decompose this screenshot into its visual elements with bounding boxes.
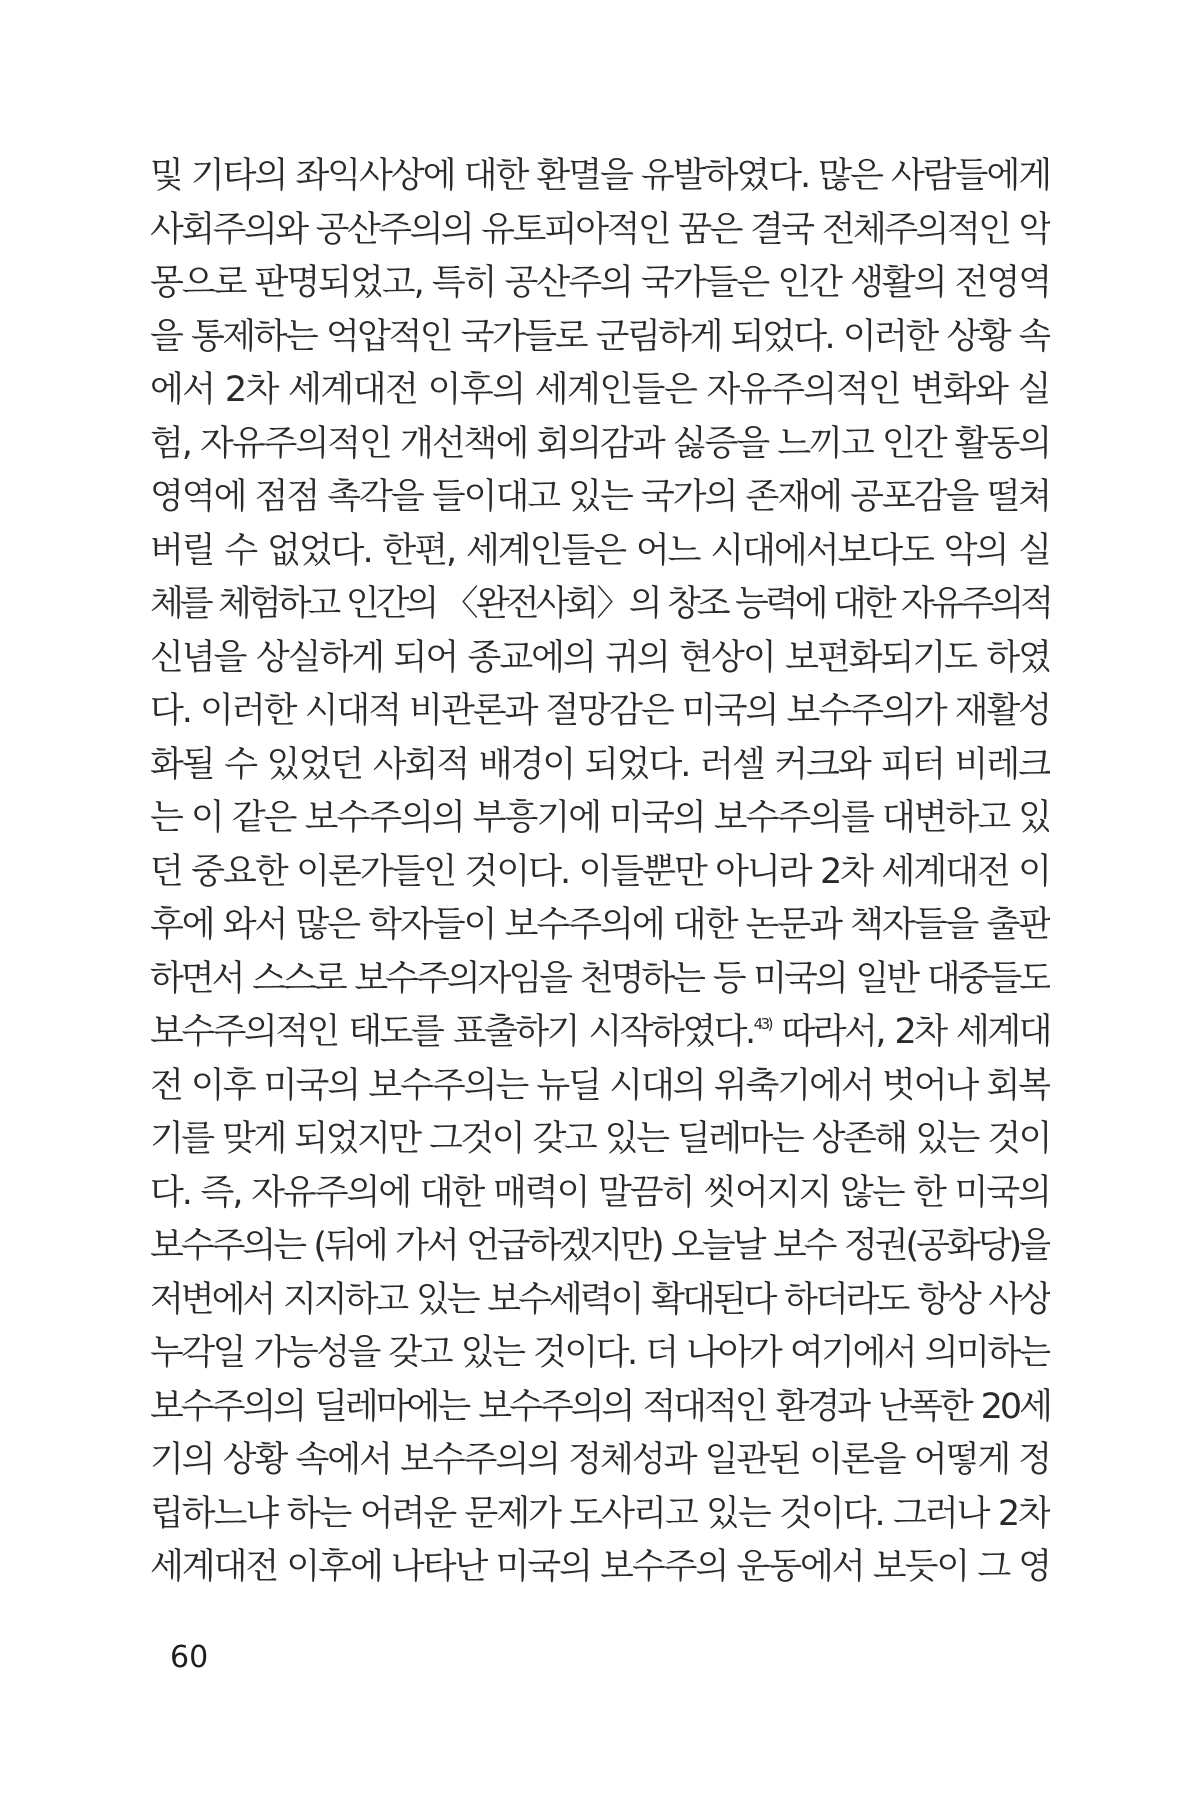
text-line xyxy=(150,953,1050,1007)
text-line xyxy=(150,1006,1050,1060)
text-line xyxy=(150,739,1050,793)
text-line xyxy=(150,150,1050,204)
text-line xyxy=(150,1274,1050,1328)
text-line xyxy=(150,685,1050,739)
text-line-content: 던 중요한 이론가들인 것이다. 이들뿐만 아니라 2차 세계대전 이 xyxy=(150,851,1050,892)
text-line-content: 을 통제하는 억압적인 국가들로 군림하게 되었다. 이러한 상황 속 xyxy=(150,316,1050,357)
text-line-continuation: 따라서, 2차 세계대 xyxy=(771,1012,1050,1052)
text-line xyxy=(150,1327,1050,1381)
text-line-content: 험, 자유주의적인 개선책에 회의감과 싫증을 느끼고 인간 활동의 xyxy=(150,423,1050,464)
text-line-content: 는 이 같은 보수주의의 부흥기에 미국의 보수주의를 대변하고 있 xyxy=(150,798,1050,838)
text-line xyxy=(150,1541,1050,1595)
text-line-content: 신념을 상실하게 되어 종교에의 귀의 현상이 보편화되기도 하였 xyxy=(150,637,1050,678)
text-line xyxy=(150,1434,1050,1488)
text-line-content: 하면서 스스로 보수주의자임을 천명하는 등 미국의 일반 대중들도 xyxy=(150,958,1050,999)
text-line-content: 몽으로 판명되었고, 특히 공산주의 국가들은 인간 생활의 전영역 xyxy=(150,263,1050,303)
text-line xyxy=(150,1060,1050,1114)
text-line xyxy=(150,1220,1050,1274)
text-line-content: 기를 맞게 되었지만 그것이 갖고 있는 딜레마는 상존해 있는 것이 xyxy=(150,1119,1050,1159)
text-line-content: 누각일 가능성을 갖고 있는 것이다. 더 나아가 여기에서 의미하는 xyxy=(150,1333,1050,1373)
text-line xyxy=(150,792,1050,846)
text-line-content: 전 이후 미국의 보수주의는 뉴딜 시대의 위축기에서 벗어나 회복 xyxy=(150,1065,1050,1106)
text-line xyxy=(150,1381,1050,1435)
text-line-content: 저변에서 지지하고 있는 보수세력이 확대된다 하더라도 항상 사상 xyxy=(150,1279,1050,1320)
text-line-content: 세계대전 이후에 나타난 미국의 보수주의 운동에서 보듯이 그 영 xyxy=(150,1547,1050,1587)
text-line xyxy=(150,578,1050,632)
text-line xyxy=(150,1113,1050,1167)
text-line-content: 에서 2차 세계대전 이후의 세계인들은 자유주의적인 변화와 실 xyxy=(150,370,1050,410)
text-line-content: 다. 이러한 시대적 비관론과 절망감은 미국의 보수주의가 재활성 xyxy=(150,691,1050,731)
text-line-content: 및 기타의 좌익사상에 대한 환멸을 유발하였다. 많은 사람들에게 xyxy=(150,156,1050,196)
text-line-content: 보수주의는 (뒤에 가서 언급하겠지만) 오늘날 보수 정권(공화당)을 xyxy=(150,1226,1050,1266)
text-line-content: 기의 상황 속에서 보수주의의 정체성과 일관된 이론을 어떻게 정 xyxy=(150,1440,1050,1480)
text-line xyxy=(150,899,1050,953)
text-line xyxy=(150,204,1050,258)
text-line xyxy=(150,257,1050,311)
text-line xyxy=(150,364,1050,418)
text-line xyxy=(150,632,1050,686)
text-line-content: 버릴 수 없었다. 한편, 세계인들은 어느 시대에서보다도 악의 실 xyxy=(150,530,1050,571)
text-line-content: 영역에 점점 촉각을 들이대고 있는 국가의 존재에 공포감을 떨쳐 xyxy=(150,477,1050,517)
page-number: 60 xyxy=(170,1640,209,1675)
text-line xyxy=(150,846,1050,900)
text-line-content: 보수주의적인 태도를 표출하기 시작하였다. xyxy=(150,1012,754,1052)
body-text xyxy=(150,150,1050,1595)
text-line-content: 립하느냐 하는 어려운 문제가 도사리고 있는 것이다. 그러나 2차 xyxy=(150,1493,1050,1534)
text-line-content: 후에 와서 많은 학자들이 보수주의에 대한 논문과 책자들을 출판 xyxy=(150,905,1050,945)
footnote-marker: 43) xyxy=(753,1015,772,1033)
text-line-content: 화될 수 있었던 사회적 배경이 되었다. 러셀 커크와 피터 비레크 xyxy=(150,744,1050,785)
text-line xyxy=(150,1167,1050,1221)
text-line xyxy=(150,471,1050,525)
text-line xyxy=(150,525,1050,579)
text-line-content: 다. 즉, 자유주의에 대한 매력이 말끔히 씻어지지 않는 한 미국의 xyxy=(150,1172,1050,1213)
text-line xyxy=(150,418,1050,472)
text-line xyxy=(150,1488,1050,1542)
text-line-content: 사회주의와 공산주의의 유토피아적인 꿈은 결국 전체주의적인 악 xyxy=(150,209,1050,250)
text-line xyxy=(150,311,1050,365)
text-line-content: 보수주의의 딜레마에는 보수주의의 적대적인 환경과 난폭한 20세 xyxy=(150,1386,1050,1427)
text-line-content: 체를 체험하고 인간의 〈완전사회〉의 창조 능력에 대한 자유주의적 xyxy=(150,584,1050,624)
